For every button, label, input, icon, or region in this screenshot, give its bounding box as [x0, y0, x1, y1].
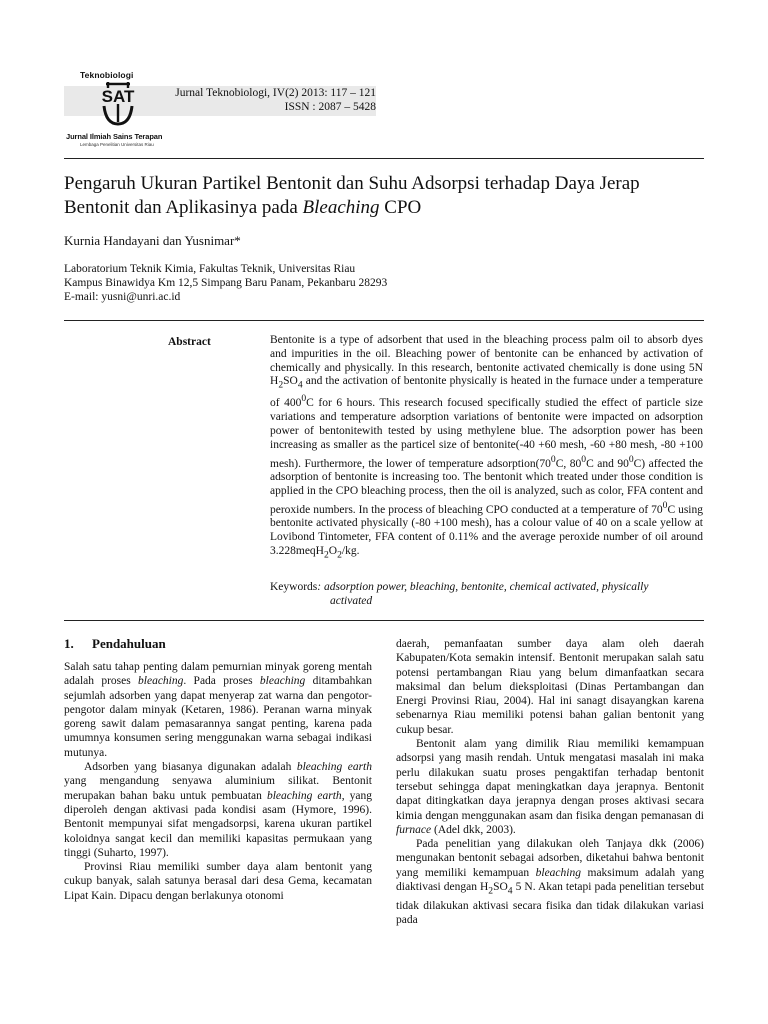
journal-logo	[92, 78, 144, 130]
paragraph: Pada penelitian yang dilakukan oleh Tanjaya dkk (2006) mengunakan bentonit sebagai adsorben, diketahui bahwa bentonit yang memiliki kemampuan bleaching maksimum adalah yang diaktivasi dengan $H_2SO_4$ 5 N. Akan tetapi pada penelitian tersebut tidak dilakukan aktivasi secara fisika dan tidak dilakukan variasi pada	[396, 838, 704, 926]
affiliation	[64, 262, 704, 304]
title-italic: Bleaching	[302, 197, 380, 218]
logo-subtitle: Jurnal Ilmiah Sains Terapan	[66, 132, 163, 141]
keywords-label: Keywords	[270, 581, 318, 593]
email-line: E-mail: yusni@unri.ac.id	[64, 291, 181, 303]
paragraph: Adsorben yang biasanya digunakan adalah bleaching earth yang mengandung senyawa aluminium silikat. Bentonit merupakan bahan baku untuk pembuatan bleaching earth, yang diperoleh dengan aktivasi pada kondisi asam (Hymore, 1996). Bentonit mempunyai sifat mengadsorpsi, karena ukuran partikel koloidnya sangat kecil dan memiliki kapasitas permukaan yang tinggi (Suharto, 1997).	[64, 761, 372, 859]
affiliation-line: Kampus Binawidya Km 12,5 Simpang Baru Panam, Pekanbaru 28293	[64, 277, 388, 289]
journal-citation: Jurnal Teknobiologi, IV(2) 2013: 117 – 121	[175, 87, 376, 99]
logo-institution: Lembaga Penelitian Universitas Riau	[80, 142, 154, 147]
journal-issn: ISSN : 2087 – 5428	[284, 101, 376, 113]
logo-wordmark: Teknobiologi	[80, 70, 134, 80]
paragraph: Provinsi Riau memiliki sumber daya alam bentonit yang cukup banyak, salah satunya berasal dari desa Gema, kecamatan Lipat Kain. Dipacu dengan berlakunya otonomi	[64, 861, 372, 902]
logo-mark-text: SAT	[101, 87, 135, 106]
keywords: Keywords: adsorption power, bleaching, bentonite, chemical activated, physically activated	[270, 581, 649, 607]
body-column-right	[396, 637, 704, 927]
divider	[64, 158, 704, 159]
divider	[64, 620, 704, 621]
affiliation-line: Laboratorium Teknik Kimia, Fakultas Teknik, Universitas Riau	[64, 263, 356, 275]
authors: Kurnia Handayani dan Yusnimar*	[64, 233, 241, 248]
paragraph: Salah satu tahap penting dalam pemurnian minyak goreng mentah adalah proses bleaching. Pada proses bleaching ditambahkan sejumlah adsorben yang dapat menyerap zat warna dan pengotor-pengotor dalam minyak (Ketaren, 1986). Peranan warna minyak goreng sawit dalam pemasarannya sangat penting, karena pada umumnya konsumen sering menggunakan warna sebagai indikasi mutunya.	[64, 661, 372, 759]
divider	[64, 320, 704, 321]
journal-info	[148, 86, 376, 114]
paragraph: daerah, pemanfaatan sumber daya alam oleh daerah Kabupaten/Kota semakin intensif. Bentonit merupakan salah satu potensi pertambangan Riau yang belum dimanfaatkan secara maksimal dan belum dieksploitasi (Dinas Pertambangan dan Energi Provinsi Riau, 2004). Hal ini sanagt disayangkan karena sebenarnya Riau memiliki potensi bahan galian bentonit yang cukup besar.	[396, 638, 704, 736]
paper-title: Pengaruh Ukuran Partikel Bentonit dan Suhu Adsorpsi terhadap Daya Jerap Bentonit dan Aplikasinya pada Bleaching CPO	[64, 173, 640, 218]
paragraph: Bentonit alam yang dimilik Riau memiliki kemampuan adsorpsi yang masih rendah. Untuk mengatasi masalah ini maka perlu dilakukan suatu proses pengaktifan terhadap bentonit tersebut sehingga dapat meningkatkan daya jerapnya. Bentonit dapat ditingkatkan daya jerapnya dengan proses aktivasi secara kimia dengan menggunakan asam dan fisika dengan pemanasan di furnace (Adel dkk, 2003).	[396, 738, 704, 836]
abstract-text: Bentonite is a type of adsorbent that used in the bleaching process palm oil to absorb dyes and impurities in the oil. Bleaching power of bentonite can be enhanced by activation of chemically and physically. In this research, bentonite activated chemically is done using 5N $H_2SO_4$ and the activation of bentonite physically is heated in the furnace under a temperature of $400^0C$ for 6 hours. This research focused specifically studied the effect of particle size variations and temperature adsorption variations of bentonite were impacted on adsorption power of bentonitewith tested by using methylene blue. The adsorption power has been increasing as smaller as the particel size of bentonite(-40 +60 mesh, -60 +80 mesh, -80 +100 mesh). Furthermore, the lower of temperature $adsorption(70^0C$, $80^0C$ and $90^0C$) affected the adsorption of bentonite is increasing too. The bentonit which treated under those condition is applied in the CPO bleaching process, then the oil is analyzed, such as color, FFA content and peroxide numbers. In the process of bleaching CPO conducted at a temperature of $70^0C$ using bentonite activated physically (-80 +100 mesh), has a colour value of 40 on a scale yellow at Lovibond Tintometer, FFA content of 0.11% and the average peroxide number of oil around $3.228meqH_2O_2/kg$.	[270, 334, 704, 561]
abstract-label: Abstract	[168, 336, 211, 348]
section-heading: 1. Pendahuluan	[64, 636, 166, 651]
body-column-left	[64, 660, 372, 903]
